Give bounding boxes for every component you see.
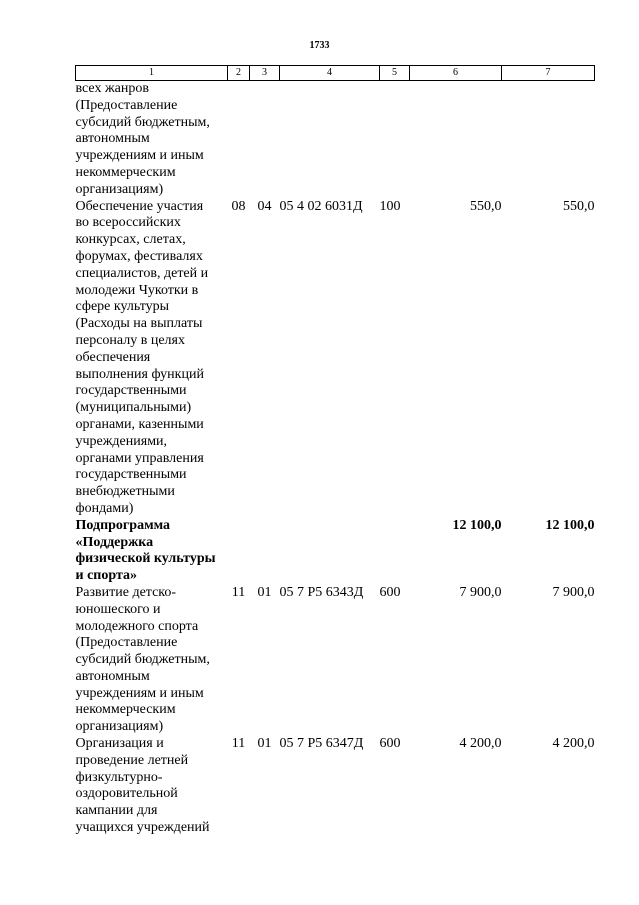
column-header: 1 [76,66,228,81]
row-name [76,199,228,518]
budget-table [75,65,595,837]
row-name-line: учреждениям и иным [75,685,204,701]
row-name-line: (Предоставление [75,635,178,651]
table-row [76,518,595,585]
table-row [76,81,595,199]
row-name-line: проведение летней [75,752,189,768]
row-name-line: фондами) [75,500,134,516]
row-name-line: государственными [75,383,187,399]
expense-type-code: 600 [379,736,401,752]
column-header: 2 [228,66,250,81]
row-name-line: органами, казенными [75,416,204,432]
row-name-line: молодежи Чукотки в [75,282,199,298]
row-name-line: форумах, фестивалях [75,248,203,264]
subsection-code: 04 [257,198,272,214]
row-name-line: Развитие детско- [75,584,177,600]
row-name-line: органами управления [75,450,204,466]
amount-year-2 [502,81,595,199]
row-name-line: организациям) [75,719,164,735]
row-name-line: выполнения функций [75,366,204,382]
row-name-line: автономным [75,668,150,684]
section-code [228,518,250,585]
row-name-line: физкультурно- [75,769,163,785]
row-name-line: субсидий бюджетным, [75,114,210,130]
target-article-code [280,518,380,585]
section-code: 11 [231,736,246,752]
row-name-line: Организация и [75,736,164,752]
amount-year-2: 4 200,0 [552,736,595,752]
subsection-code [250,518,280,585]
row-name-line: персоналу в целях [75,332,185,348]
page-number: 1733 [309,40,330,51]
amount-year-1: 7 900,0 [459,584,502,600]
section-code: 11 [231,584,246,600]
subsection-code [250,81,280,199]
subsection-code: 01 [257,736,272,752]
row-name-line: (Расходы на выплаты [75,316,203,332]
amount-year-1 [410,81,502,199]
row-name-line: Обеспечение участия [75,198,204,214]
row-name-line: организациям) [75,181,164,197]
row-name [76,518,228,585]
table-row [76,736,595,837]
row-name-line: физической культуры [75,551,216,567]
expense-type-code: 600 [379,584,401,600]
row-name-line: автономным [75,131,150,147]
row-name [76,81,228,199]
row-name-line: субсидий бюджетным, [75,652,210,668]
row-name-line: учащихся учреждений [75,820,210,836]
expense-type-code [380,81,410,199]
table-header-row [76,66,595,81]
target-article-code: 05 4 02 6031Д [279,198,363,214]
row-name-line: во всероссийских [75,215,181,231]
amount-year-2: 7 900,0 [552,584,595,600]
amount-year-1: 550,0 [470,198,502,214]
amount-year-1: 4 200,0 [459,736,502,752]
target-article-code: 05 7 P5 6347Д [279,736,364,752]
target-article-code [280,81,380,199]
expense-type-code [380,518,410,585]
column-header: 7 [502,66,595,81]
amount-year-2: 550,0 [563,198,595,214]
row-name-line: внебюджетными [75,484,175,500]
amount-year-2: 12 100,0 [545,517,595,533]
row-name-line: (Предоставление [75,97,178,113]
row-name-line: (муниципальными) [75,400,192,416]
column-header: 6 [410,66,502,81]
row-name-line: оздоровительной [75,786,178,802]
row-name-line: учреждениям и иным [75,148,204,164]
target-article-code: 05 7 P5 6343Д [279,584,364,600]
row-name-line: государственными [75,467,187,483]
row-name [76,736,228,837]
row-name-line: кампании для [75,803,158,819]
section-code: 08 [231,198,246,214]
row-name-line: всех жанров [75,81,149,96]
expense-type-code: 100 [379,198,401,214]
column-header: 3 [250,66,280,81]
row-name-line: юношеского и [75,601,161,617]
row-name-line: конкурсах, слетах, [75,232,186,248]
row-name-line: «Поддержка [75,534,154,550]
table-row [76,585,595,736]
column-header: 4 [280,66,380,81]
row-name-line: обеспечения [75,349,151,365]
row-name-line: некоммерческим [75,164,176,180]
row-name-line: учреждениями, [75,433,168,449]
row-name-line: некоммерческим [75,702,176,718]
row-name-line: Подпрограмма [75,517,171,533]
row-name-line: молодежного спорта [75,618,199,634]
row-name-line: сфере культуры [75,299,170,315]
row-name [76,585,228,736]
table-body [76,81,595,837]
row-name-line: и спорта» [75,568,137,584]
column-header: 5 [380,66,410,81]
section-code [228,81,250,199]
row-name-line: специалистов, детей и [75,265,209,281]
amount-year-1: 12 100,0 [452,517,502,533]
subsection-code: 01 [257,584,272,600]
table-row [76,199,595,518]
